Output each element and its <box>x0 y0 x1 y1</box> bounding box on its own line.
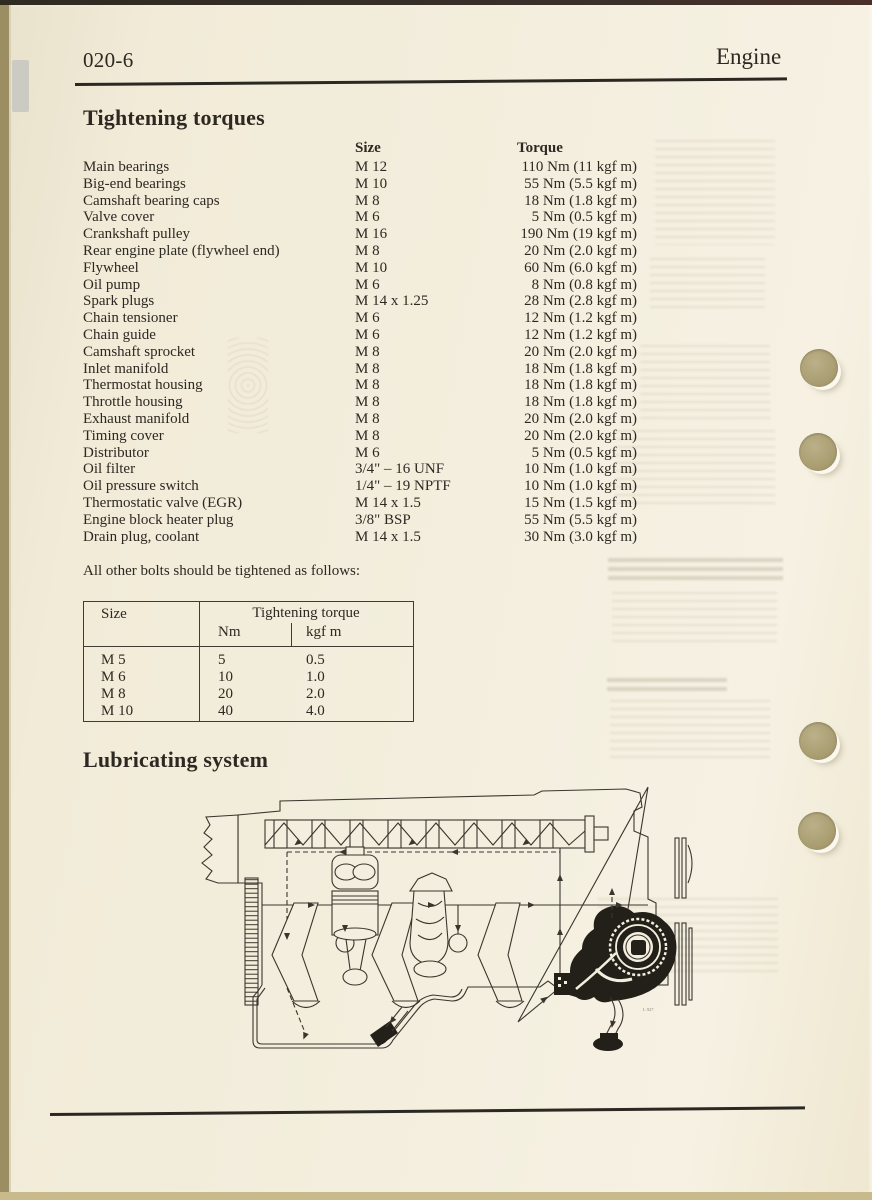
binder-hole <box>800 349 838 387</box>
fastener-size: M 8 <box>355 427 380 444</box>
torque-table-row <box>83 394 637 411</box>
lubrication-diagram <box>196 783 696 1080</box>
fastener-name: Distributor <box>83 444 149 461</box>
fastener-size: M 8 <box>355 360 380 377</box>
fastener-size: M 6 <box>355 310 380 327</box>
fastener-name: Big-end bearings <box>83 175 186 192</box>
bolt-size: M 6 <box>101 669 126 685</box>
bolt-table-row <box>84 686 413 703</box>
engine-cutaway-drawing <box>196 783 696 1080</box>
bolt-table-row <box>84 703 413 720</box>
torque-table-row <box>83 478 637 495</box>
torque-column-header: Torque <box>517 140 563 156</box>
fastener-torque: 20 Nm (2.0 kgf m) <box>524 242 637 259</box>
tape-mark <box>12 60 29 112</box>
fastener-name: Camshaft sprocket <box>83 343 196 360</box>
fastener-torque: 10 Nm (1.0 kgf m) <box>524 478 637 495</box>
bleed-through-text <box>615 430 775 505</box>
torque-table-row <box>83 495 637 512</box>
bolt-table-body <box>84 652 413 720</box>
fastener-torque: 55 Nm (5.5 kgf m) <box>524 175 637 192</box>
binder-hole <box>799 722 837 760</box>
torque-table-row <box>83 243 637 260</box>
bolt-table-size-header: Size <box>101 606 127 622</box>
torque-table-row <box>83 209 637 226</box>
fastener-size: M 8 <box>355 410 380 427</box>
torque-table-row <box>83 377 637 394</box>
torque-table-row <box>83 293 637 310</box>
fastener-size: M 16 <box>355 226 388 243</box>
bolt-table-row <box>84 669 413 686</box>
bolt-table-group-header: Tightening torque <box>252 605 360 621</box>
bolt-nm: 5 <box>218 652 226 668</box>
fastener-torque: 20 Nm (2.0 kgf m) <box>524 343 637 360</box>
fastener-size: M 6 <box>355 276 380 293</box>
torque-table-row <box>83 428 637 445</box>
lubricating-system-heading: Lubricating system <box>83 747 269 772</box>
fastener-size: 3/8" BSP <box>355 511 411 528</box>
note-text: All other bolts should be tightened as follows: <box>83 563 361 579</box>
fastener-size: M 14 x 1.5 <box>355 528 421 545</box>
torque-table-row <box>83 159 637 176</box>
fastener-name: Inlet manifold <box>83 360 169 377</box>
torque-table-row <box>83 277 637 294</box>
torque-table-row <box>83 310 637 327</box>
torque-table-row <box>83 445 637 462</box>
fastener-size: M 8 <box>355 192 380 209</box>
fastener-size: M 6 <box>355 209 380 226</box>
fastener-torque: 20 Nm (2.0 kgf m) <box>524 410 637 427</box>
torque-table-row <box>83 327 637 344</box>
torque-table-row <box>83 193 637 210</box>
torque-table-body <box>83 159 637 545</box>
torque-table-row <box>83 260 637 277</box>
fastener-name: Chain tensioner <box>83 310 178 327</box>
fastener-size: M 8 <box>355 343 380 360</box>
tightening-torques-heading: Tightening torques <box>83 105 265 130</box>
scan-edge-bottom <box>0 1192 872 1200</box>
fastener-size: M 10 <box>355 175 388 192</box>
torque-table-row <box>83 226 637 243</box>
fastener-size: M 6 <box>355 326 380 343</box>
fastener-torque: 18 Nm (1.8 kgf m) <box>524 377 637 394</box>
fastener-torque: 28 Nm (2.8 kgf m) <box>524 293 637 310</box>
fastener-torque: 60 Nm (6.0 kgf m) <box>524 259 637 276</box>
bleed-through-text <box>612 592 777 647</box>
fastener-name: Oil filter <box>83 461 136 478</box>
fastener-name: Valve cover <box>83 209 155 226</box>
binder-hole <box>799 433 837 471</box>
torque-table-row <box>83 176 637 193</box>
torque-table-row <box>83 344 637 361</box>
fastener-name: Drain plug, coolant <box>83 528 200 545</box>
bolt-table-row <box>84 652 413 669</box>
fastener-name: Chain guide <box>83 326 156 343</box>
fastener-name: Thermostat housing <box>83 377 203 394</box>
fastener-name: Crankshaft pulley <box>83 226 191 243</box>
bolt-torque-table <box>83 601 414 722</box>
fastener-torque: 10 Nm (1.0 kgf m) <box>524 461 637 478</box>
fastener-torque: 55 Nm (5.5 kgf m) <box>524 511 637 528</box>
fastener-size: M 6 <box>355 444 380 461</box>
fastener-name: Timing cover <box>83 427 164 444</box>
fastener-torque: 12 Nm (1.2 kgf m) <box>524 310 637 327</box>
fastener-name: Spark plugs <box>83 293 155 310</box>
bolt-nm: 10 <box>218 669 233 685</box>
fastener-size: M 14 x 1.5 <box>355 494 421 511</box>
fastener-name: Exhaust manifold <box>83 410 190 427</box>
fastener-torque: 5 Nm (0.5 kgf m) <box>531 209 637 226</box>
fastener-name: Flywheel <box>83 259 139 276</box>
bleed-through-text <box>610 700 770 760</box>
bleed-through-text <box>650 258 765 313</box>
bolt-table-nm-header: Nm <box>218 624 241 640</box>
bolt-kgf: 1.0 <box>306 669 325 685</box>
fastener-torque: 5 Nm (0.5 kgf m) <box>531 444 637 461</box>
bolt-kgf: 2.0 <box>306 686 325 702</box>
fastener-torque: 190 Nm (19 kgf m) <box>520 226 637 243</box>
fastener-torque: 12 Nm (1.2 kgf m) <box>524 326 637 343</box>
fastener-torque: 20 Nm (2.0 kgf m) <box>524 427 637 444</box>
torque-table-row <box>83 512 637 529</box>
scan-edge-top <box>0 0 872 5</box>
size-column-header: Size <box>355 140 381 156</box>
bolt-nm: 20 <box>218 686 233 702</box>
binder-hole <box>798 812 836 850</box>
bolt-kgf: 4.0 <box>306 703 325 719</box>
fastener-name: Oil pressure switch <box>83 478 199 495</box>
figure-code-label: L 927 <box>643 1007 654 1012</box>
fastener-size: M 14 x 1.25 <box>355 293 429 310</box>
fastener-size: M 8 <box>355 394 380 411</box>
fastener-torque: 18 Nm (1.8 kgf m) <box>524 192 637 209</box>
bolt-kgf: 0.5 <box>306 652 325 668</box>
bleed-through-heading <box>608 558 783 582</box>
fastener-size: M 8 <box>355 242 380 259</box>
torque-table-row <box>83 411 637 428</box>
fastener-torque: 15 Nm (1.5 kgf m) <box>524 494 637 511</box>
bolt-size: M 8 <box>101 686 126 702</box>
bolt-size: M 5 <box>101 652 126 668</box>
fastener-size: M 12 <box>355 159 388 175</box>
fastener-size: 3/4" – 16 UNF <box>355 461 445 478</box>
fastener-name: Throttle housing <box>83 394 183 411</box>
torque-table-row <box>83 529 637 546</box>
table-divider <box>291 623 292 646</box>
bolt-size: M 10 <box>101 703 134 719</box>
bleed-through-text <box>655 140 775 245</box>
table-divider <box>84 646 413 647</box>
fastener-name: Camshaft bearing caps <box>83 192 220 209</box>
bleed-through-text <box>640 345 770 425</box>
fastener-size: 1/4" – 19 NPTF <box>355 478 451 495</box>
bolt-nm: 40 <box>218 703 233 719</box>
fastener-size: M 8 <box>355 377 380 394</box>
section-title: Engine <box>716 44 782 69</box>
torque-table-row <box>83 361 637 378</box>
fastener-name: Main bearings <box>83 159 170 175</box>
fastener-torque: 30 Nm (3.0 kgf m) <box>524 528 637 545</box>
bleed-through-heading <box>607 678 727 694</box>
fastener-torque: 18 Nm (1.8 kgf m) <box>524 394 637 411</box>
fastener-name: Rear engine plate (flywheel end) <box>83 242 280 259</box>
fastener-size: M 10 <box>355 259 388 276</box>
torque-table-row <box>83 461 637 478</box>
page-number: 020-6 <box>83 48 134 72</box>
fastener-torque: 18 Nm (1.8 kgf m) <box>524 360 637 377</box>
fastener-name: Thermostatic valve (EGR) <box>83 494 243 511</box>
fastener-torque: 110 Nm (11 kgf m) <box>521 159 637 175</box>
fastener-torque: 8 Nm (0.8 kgf m) <box>531 276 637 293</box>
fastener-name: Engine block heater plug <box>83 511 234 528</box>
fastener-name: Oil pump <box>83 276 141 293</box>
bolt-table-kgf-header: kgf m <box>306 624 342 640</box>
